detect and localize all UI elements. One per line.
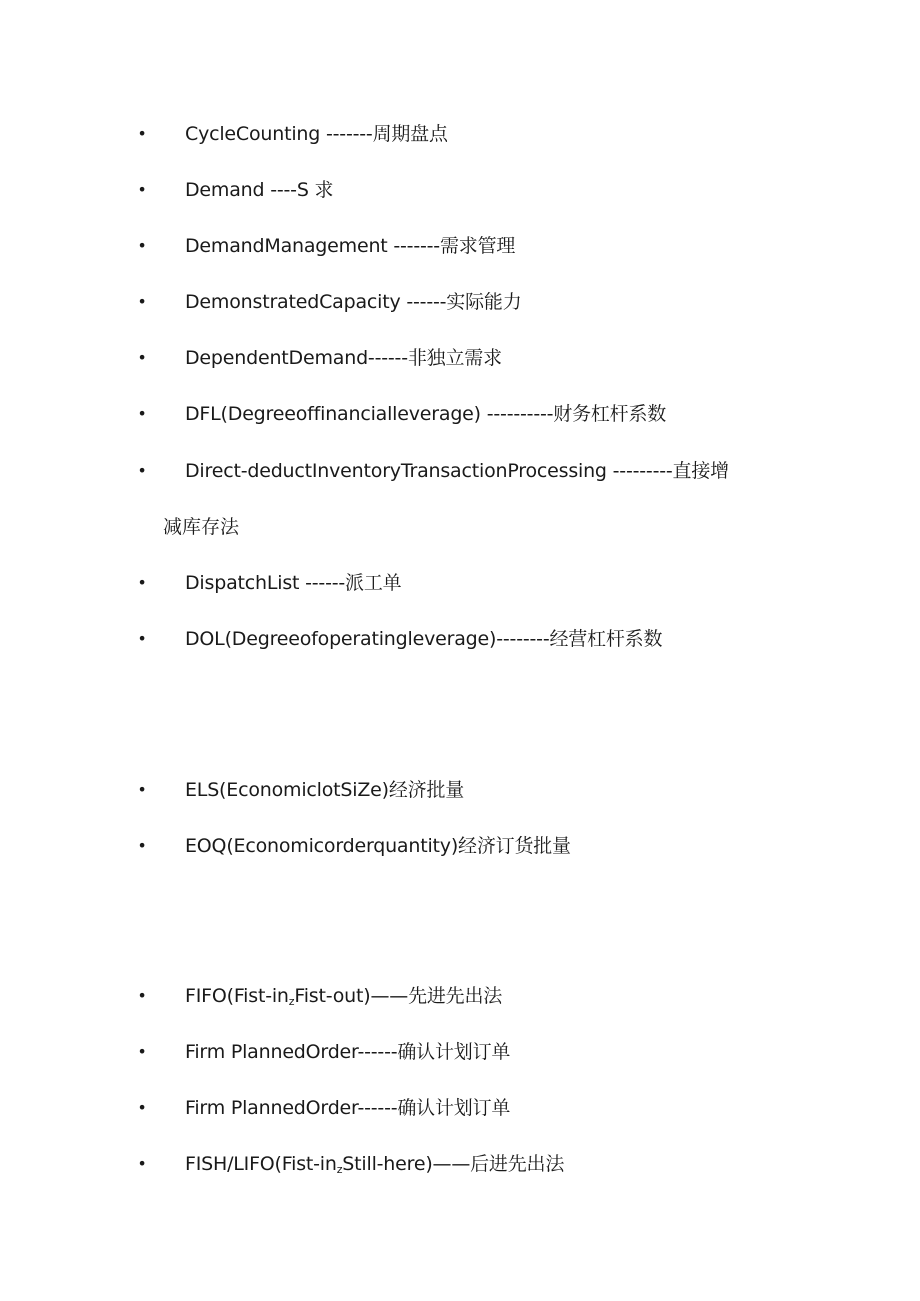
list-item-text: Direct-deductInventoryTransactionProcessing ---------直接增 bbox=[185, 460, 729, 482]
bullet-marker: • bbox=[137, 780, 147, 799]
bullet-marker: • bbox=[137, 292, 147, 311]
list-item-text: DemandManagement -------需求管理 bbox=[185, 235, 516, 257]
list-item-text: Firm PlannedOrder------确认计划订单 bbox=[185, 1097, 511, 1119]
list-item-text bbox=[185, 1152, 564, 1182]
subscript: z bbox=[336, 1163, 343, 1176]
list-item-continuation: 减库存法 bbox=[163, 516, 240, 538]
text-part: Fist-out)——先进先出法 bbox=[294, 985, 503, 1007]
list-item-text: CycleCounting -------周期盘点 bbox=[185, 123, 448, 145]
bullet-marker: • bbox=[137, 1154, 147, 1173]
bullet-marker: • bbox=[137, 986, 147, 1005]
list-item-text bbox=[185, 984, 502, 1014]
list-item-text: DOL(Degreeofoperatingleverage)--------经营杠杆系数 bbox=[185, 628, 663, 650]
bullet-marker: • bbox=[137, 124, 147, 143]
bullet-marker: • bbox=[137, 629, 147, 648]
bullet-marker: • bbox=[137, 404, 147, 423]
bullet-marker: • bbox=[137, 236, 147, 255]
list-item-text: Demand ----S 求 bbox=[185, 179, 334, 201]
list-item-text: EOQ(Economicorderquantity)经济订货批量 bbox=[185, 835, 571, 857]
bullet-marker: • bbox=[137, 180, 147, 199]
list-item-text: ELS(EconomiclotSiZe)经济批量 bbox=[185, 779, 465, 801]
bullet-marker: • bbox=[137, 573, 147, 592]
bullet-marker: • bbox=[137, 461, 147, 480]
text-part: FIFO(Fist-in bbox=[185, 985, 289, 1007]
list-item-text: Firm PlannedOrder------确认计划订单 bbox=[185, 1041, 511, 1063]
bullet-marker: • bbox=[137, 1098, 147, 1117]
list-item-text: DispatchList ------派工单 bbox=[185, 572, 402, 594]
list-item-text: DemonstratedCapacity ------实际能力 bbox=[185, 291, 522, 313]
text-part: Still-here)——后进先出法 bbox=[342, 1153, 565, 1175]
bullet-marker: • bbox=[137, 836, 147, 855]
list-item-text: DFL(Degreeoffinancialleverage) ----------财务杠杆系数 bbox=[185, 403, 667, 425]
text-part: FISH/LIFO(Fist-in bbox=[185, 1153, 337, 1175]
bullet-marker: • bbox=[137, 348, 147, 367]
subscript: z bbox=[288, 995, 295, 1008]
bullet-marker: • bbox=[137, 1042, 147, 1061]
list-item-text: DependentDemand------非独立需求 bbox=[185, 347, 502, 369]
